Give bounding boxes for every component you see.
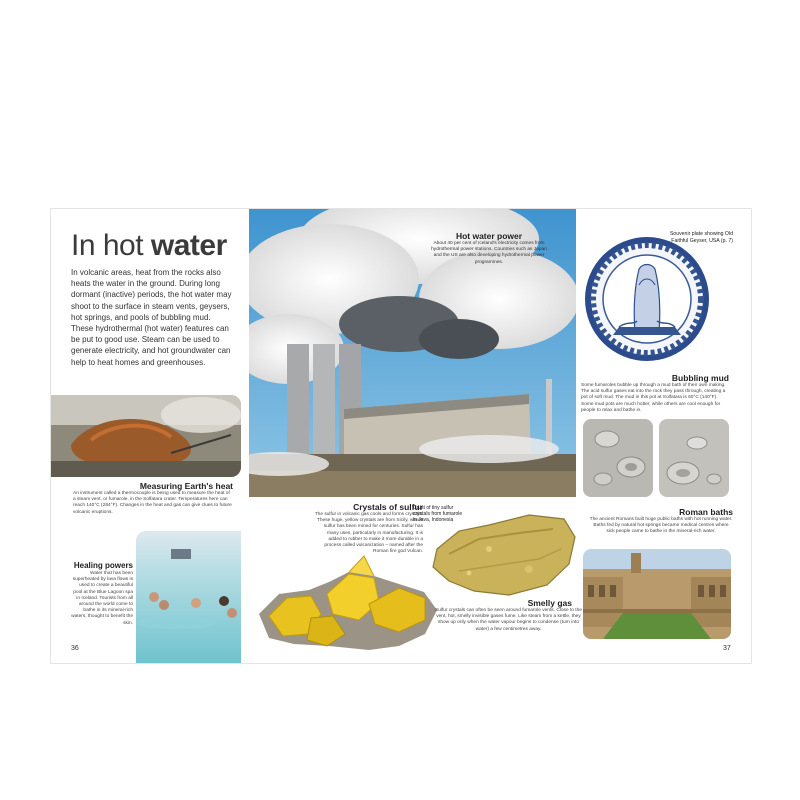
intro-paragraph: In volcanic areas, heat from the rocks also heats the water in the ground. During long dormant (inactive) periods, the hot water may shoot to the surface in steam vents, geysers, hot springs, and pools of bubbling mud. These hydrothermal (hot water) features can be put to good use. Steam can be used to generate electricity, and hot groundwater can help to heat homes and greenhouses. bbox=[71, 268, 232, 367]
bubbling-mud-heading: Bubbling mud bbox=[671, 373, 729, 383]
healing-heading: Healing powers bbox=[73, 561, 133, 570]
roman-baths-heading: Roman baths bbox=[679, 507, 733, 517]
sulfur-crust-image bbox=[429, 509, 579, 599]
measuring-text: An instrument called a thermocouple is being used to measure the heat of a steam vent, or fumarole, in the Solfatara crater. Temperatures here can reach 140°C (284°F). Changes in the heat and gas can give clues to future volcanic eruptions. bbox=[73, 491, 232, 515]
sulfur-crystals-image bbox=[249, 554, 439, 654]
hot-water-power-heading: Hot water power bbox=[455, 231, 523, 241]
roman-baths-photo bbox=[583, 549, 731, 639]
hot-water-power-text: About 40 per cent of Iceland's electricity comes from hydrothermal power stations. Countries such as Japan and the US are also developing hydrothermal power programmes. bbox=[431, 241, 547, 265]
title-light: In hot bbox=[71, 229, 151, 262]
blue-lagoon-photo bbox=[136, 531, 241, 663]
plate-caption: Souvenir plate showing Old Faithful Geyser, USA (p. 7) bbox=[669, 231, 733, 244]
smelly-gas-block bbox=[431, 598, 586, 633]
souvenir-plate-image bbox=[583, 235, 711, 363]
title-bold: water bbox=[150, 229, 227, 262]
mud-pot-photo-1 bbox=[583, 419, 653, 497]
crystals-heading: Crystals of sulfur bbox=[353, 502, 423, 512]
crystals-text: The sulfur in volcanic gas cools and forms crystals. These huge, yellow crystals are from Sicily, where sulfur has been mined for centuries. Sulfur has many uses, particularly in manufacturing. It is added to rubber to make it more durable in a process called vulcanization – named after the Roman fire god Vulcan. bbox=[314, 512, 423, 555]
measuring-heading: Measuring Earth's heat bbox=[139, 481, 233, 491]
book-spread bbox=[50, 208, 752, 664]
crystals-block bbox=[313, 502, 423, 555]
smelly-gas-text: Sulfur crystals can often be seen around fumarole vents. Close to the vent, hot, smelly invisible gases fume. Like steam from a kettle, they show up only when the water vapour begins to condense (turn into water) a few centimetres away. bbox=[435, 608, 582, 632]
page-number-right: 37 bbox=[723, 645, 731, 652]
roman-baths-text: The ancient Romans built huge public baths with hot running water. Baths fed by natural hot springs became medical centres where sick people came to bathe in the mineral-rich water. bbox=[589, 517, 733, 535]
page-number-left: 36 bbox=[71, 645, 79, 652]
page-title bbox=[71, 229, 227, 263]
roman-baths-block bbox=[589, 507, 733, 536]
mud-pot-photo-2 bbox=[659, 419, 729, 497]
smelly-gas-heading: Smelly gas bbox=[527, 598, 572, 608]
measuring-heat-photo bbox=[51, 395, 241, 477]
healing-block bbox=[71, 561, 133, 627]
measuring-block bbox=[73, 481, 233, 516]
crust-caption: Crust of tiny sulfur crystals from fumarole in Java, Indonesia bbox=[413, 505, 463, 524]
hot-water-power-block bbox=[429, 231, 549, 266]
bubbling-mud-text: Some fumaroles bubble up through a mud bath of their own making. The acid sulfur gases eat into the rock they pass through, creating a pot of soft mud. The mud in this pot at Solfatara is 60°C (140°F). Some mud pots are much hotter, while others are cool enough for people to relax and bathe in. bbox=[581, 383, 726, 413]
bubbling-mud-block bbox=[581, 373, 729, 414]
healing-text: Water that has been superheated by lava flows is used to create a beautiful pool at the Blue Lagoon spa in Iceland. Tourists from all around the world come to bathe in its mineral-rich waters, thought to benefit the skin. bbox=[71, 571, 133, 626]
